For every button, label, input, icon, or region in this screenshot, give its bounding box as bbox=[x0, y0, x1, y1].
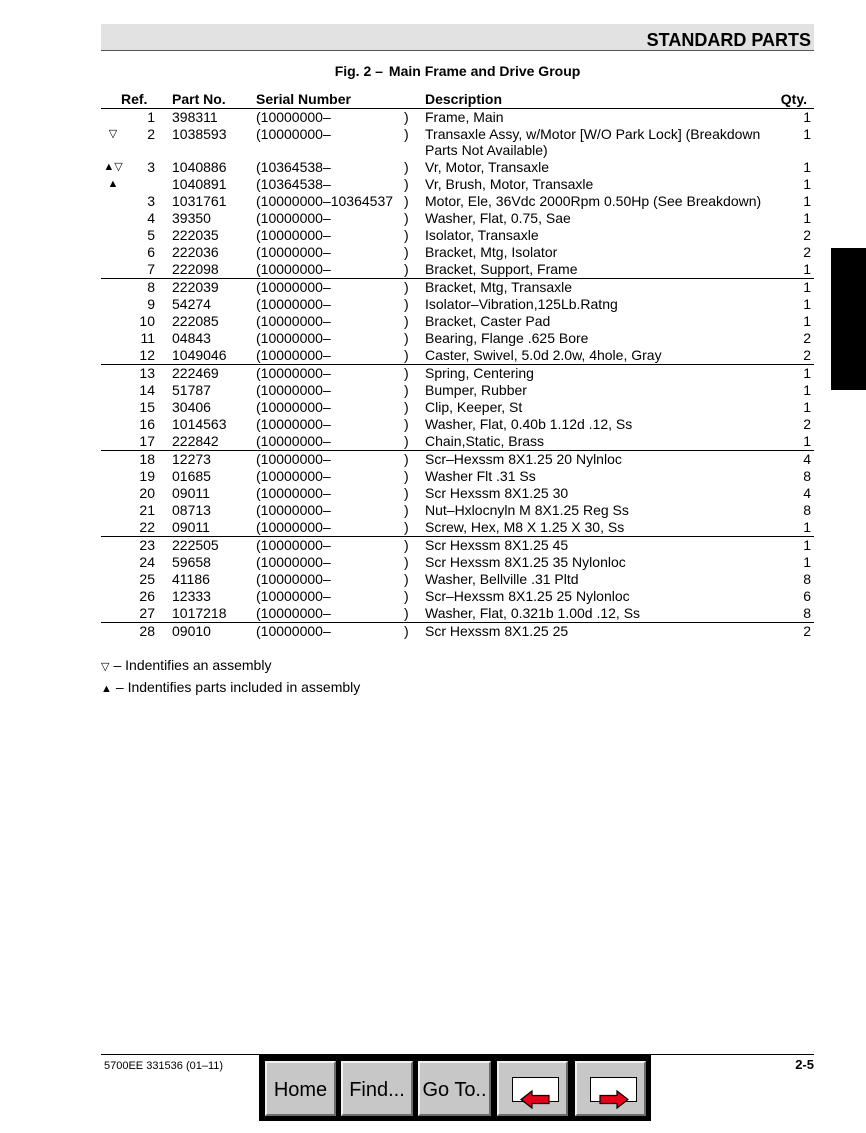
ref-number: 12 bbox=[139, 347, 155, 363]
description: Bracket, Caster Pad bbox=[425, 313, 551, 329]
ref-number: 27 bbox=[139, 605, 155, 621]
assembly-symbol: ▲ bbox=[107, 178, 119, 190]
prev-arrow-frame bbox=[512, 1077, 559, 1102]
part-number: 398311 bbox=[172, 109, 218, 125]
serial-number: (10000000– bbox=[256, 296, 331, 312]
part-number: 1017218 bbox=[172, 605, 227, 621]
description: Screw, Hex, M8 X 1.25 X 30, Ss bbox=[425, 519, 625, 535]
part-number: 12333 bbox=[172, 588, 211, 604]
serial-number: (10364538– bbox=[256, 176, 331, 192]
table-row bbox=[101, 623, 814, 640]
ref-number: 9 bbox=[147, 296, 155, 312]
quantity: 1 bbox=[803, 382, 811, 398]
table-row bbox=[101, 261, 814, 279]
part-number: 1040891 bbox=[172, 176, 227, 192]
serial-close: ) bbox=[404, 451, 409, 467]
ref-number: 2 bbox=[147, 126, 155, 142]
description: Washer, Bellville .31 Pltd bbox=[425, 571, 579, 587]
table-row bbox=[101, 347, 814, 365]
serial-number: (10000000– bbox=[256, 227, 331, 243]
quantity: 8 bbox=[803, 502, 811, 518]
serial-number: (10000000– bbox=[256, 519, 331, 535]
home-button[interactable]: Home bbox=[265, 1061, 336, 1116]
quantity: 2 bbox=[803, 623, 811, 639]
ref-number: 14 bbox=[139, 382, 155, 398]
serial-number: (10000000– bbox=[256, 485, 331, 501]
table-row bbox=[101, 554, 814, 571]
page-title: STANDARD PARTS bbox=[646, 30, 811, 50]
legend-text: – Indentifies an assembly bbox=[113, 657, 272, 673]
ref-number: 6 bbox=[147, 244, 155, 260]
quantity: 1 bbox=[803, 433, 811, 449]
quantity: 1 bbox=[803, 554, 811, 570]
navigation-bar bbox=[259, 1055, 651, 1121]
table-row bbox=[101, 537, 814, 554]
table-row bbox=[101, 485, 814, 502]
serial-close: ) bbox=[404, 554, 409, 570]
ref-number: 4 bbox=[147, 210, 155, 226]
quantity: 1 bbox=[803, 176, 811, 192]
serial-close: ) bbox=[404, 468, 409, 484]
serial-close: ) bbox=[404, 210, 409, 226]
quantity: 1 bbox=[803, 109, 811, 125]
table-row bbox=[101, 433, 814, 451]
quantity: 1 bbox=[803, 399, 811, 415]
quantity: 2 bbox=[803, 330, 811, 346]
part-number: 222842 bbox=[172, 433, 219, 449]
part-number: 222469 bbox=[172, 365, 219, 381]
part-number: 1049046 bbox=[172, 347, 227, 363]
legend-item bbox=[101, 657, 271, 673]
serial-close: ) bbox=[404, 485, 409, 501]
serial-number: (10000000– bbox=[256, 330, 331, 346]
description: Clip, Keeper, St bbox=[425, 399, 523, 415]
quantity: 1 bbox=[803, 210, 811, 226]
part-number: 39350 bbox=[172, 210, 211, 226]
description: Washer, Flat, 0.75, Sae bbox=[425, 210, 571, 226]
serial-number: (10000000– bbox=[256, 433, 331, 449]
quantity: 4 bbox=[803, 485, 811, 501]
description: Spring, Centering bbox=[425, 365, 534, 381]
ref-number: 11 bbox=[140, 330, 155, 346]
table-row bbox=[101, 399, 814, 416]
part-number: 222085 bbox=[172, 313, 219, 329]
quantity: 1 bbox=[803, 126, 811, 142]
assembly-triangle-icon: ▽ bbox=[101, 661, 110, 673]
serial-number: (10000000– bbox=[256, 554, 331, 570]
table-body bbox=[101, 109, 814, 640]
quantity: 1 bbox=[803, 537, 811, 553]
quantity: 2 bbox=[803, 227, 811, 243]
left-arrow-icon bbox=[513, 1088, 558, 1111]
ref-number: 17 bbox=[139, 433, 155, 449]
part-number: 09010 bbox=[172, 623, 211, 639]
quantity: 1 bbox=[803, 296, 811, 312]
part-number: 12273 bbox=[172, 451, 211, 467]
ref-number: 7 bbox=[147, 261, 155, 277]
ref-number: 19 bbox=[139, 468, 155, 484]
find-button[interactable]: Find... bbox=[341, 1061, 413, 1116]
quantity: 6 bbox=[803, 588, 811, 604]
ref-number: 25 bbox=[139, 571, 155, 587]
serial-number: (10000000– bbox=[256, 623, 331, 639]
ref-number: 22 bbox=[139, 519, 155, 535]
included-triangle-icon: ▲ bbox=[101, 683, 112, 695]
quantity: 8 bbox=[803, 605, 811, 621]
serial-number: (10000000– bbox=[256, 588, 331, 604]
table-row bbox=[101, 519, 814, 537]
next-arrow-frame bbox=[590, 1077, 637, 1102]
serial-close: ) bbox=[404, 126, 409, 142]
serial-close: ) bbox=[404, 537, 409, 553]
document-code: 5700EE 331536 (01–11) bbox=[104, 1060, 224, 1072]
part-number: 01685 bbox=[172, 468, 211, 484]
quantity: 1 bbox=[803, 313, 811, 329]
part-number: 04843 bbox=[172, 330, 211, 346]
table-row bbox=[101, 468, 814, 485]
serial-number: (10000000– bbox=[256, 261, 331, 277]
quantity: 4 bbox=[803, 451, 811, 467]
serial-number: (10364538– bbox=[256, 159, 331, 175]
serial-close: ) bbox=[404, 330, 409, 346]
description: Scr Hexssm 8X1.25 30 bbox=[425, 485, 569, 501]
description: Scr–Hexssm 8X1.25 25 Nylonloc bbox=[425, 588, 630, 604]
ref-number: 8 bbox=[147, 279, 155, 295]
part-number: 08713 bbox=[172, 502, 211, 518]
parts-table bbox=[101, 91, 814, 640]
part-number: 222035 bbox=[172, 227, 219, 243]
serial-number: (10000000– bbox=[256, 382, 331, 398]
serial-close: ) bbox=[404, 261, 409, 277]
serial-close: ) bbox=[404, 433, 409, 449]
header-serial: Serial Number bbox=[256, 91, 351, 107]
table-row bbox=[101, 279, 814, 296]
serial-close: ) bbox=[404, 109, 409, 125]
description: Scr Hexssm 8X1.25 45 bbox=[425, 537, 569, 553]
part-number: 222039 bbox=[172, 279, 219, 295]
table-row bbox=[101, 451, 814, 468]
legend-text: – Indentifies parts included in assembly bbox=[115, 679, 361, 695]
description: Isolator–Vibration,125Lb.Ratng bbox=[425, 296, 618, 312]
table-row bbox=[101, 365, 814, 382]
serial-number: (10000000– bbox=[256, 244, 331, 260]
serial-close: ) bbox=[404, 571, 409, 587]
legend-item bbox=[101, 679, 360, 695]
header-qty: Qty. bbox=[780, 91, 807, 107]
ref-number: 21 bbox=[139, 502, 155, 518]
right-arrow-icon bbox=[591, 1088, 636, 1111]
part-number: 1014563 bbox=[172, 416, 227, 432]
page-number: 2-5 bbox=[795, 1057, 814, 1072]
serial-close: ) bbox=[404, 519, 409, 535]
table-row bbox=[101, 159, 814, 176]
serial-close: ) bbox=[404, 227, 409, 243]
part-number: 09011 bbox=[172, 485, 210, 501]
serial-close: ) bbox=[404, 416, 409, 432]
header-part-no: Part No. bbox=[172, 91, 226, 107]
ref-number: 5 bbox=[147, 227, 155, 243]
table-row bbox=[101, 296, 814, 313]
serial-close: ) bbox=[404, 159, 409, 175]
table-row bbox=[101, 126, 814, 159]
serial-close: ) bbox=[404, 502, 409, 518]
ref-number: 1 bbox=[147, 109, 155, 125]
serial-number: (10000000– bbox=[256, 313, 331, 329]
assembly-symbol: ▽ bbox=[108, 128, 118, 140]
description: Washer Flt .31 Ss bbox=[425, 468, 536, 484]
assembly-symbol: ▲▽ bbox=[103, 161, 123, 173]
table-row bbox=[101, 502, 814, 519]
previous-page-button[interactable] bbox=[497, 1061, 568, 1116]
serial-close: ) bbox=[404, 382, 409, 398]
description: Nut–Hxlocnyln M 8X1.25 Reg Ss bbox=[425, 502, 629, 518]
description: Bearing, Flange .625 Bore bbox=[425, 330, 589, 346]
serial-close: ) bbox=[404, 279, 409, 295]
ref-number: 20 bbox=[139, 485, 155, 501]
quantity: 8 bbox=[803, 571, 811, 587]
description: Washer, Flat, 0.321b 1.00d .12, Ss bbox=[425, 605, 641, 621]
part-number: 30406 bbox=[172, 399, 211, 415]
table-header bbox=[101, 91, 814, 109]
ref-number: 26 bbox=[139, 588, 155, 604]
part-number: 222505 bbox=[172, 537, 219, 553]
serial-number: (10000000– bbox=[256, 605, 331, 621]
description: Chain,Static, Brass bbox=[425, 433, 545, 449]
part-number: 59658 bbox=[172, 554, 211, 570]
part-number: 51787 bbox=[172, 382, 211, 398]
table-row bbox=[101, 382, 814, 399]
quantity: 2 bbox=[803, 244, 811, 260]
part-number: 1040886 bbox=[172, 159, 227, 175]
serial-number: (10000000–10364537 bbox=[256, 193, 394, 209]
description: Caster, Swivel, 5.0d 2.0w, 4hole, Gray bbox=[425, 347, 662, 363]
quantity: 2 bbox=[803, 347, 811, 363]
serial-number: (10000000– bbox=[256, 451, 331, 467]
part-number: 1031761 bbox=[172, 193, 227, 209]
ref-number: 10 bbox=[139, 313, 155, 329]
serial-close: ) bbox=[404, 588, 409, 604]
serial-number: (10000000– bbox=[256, 468, 331, 484]
ref-number: 18 bbox=[139, 451, 155, 467]
description: Transaxle Assy, w/Motor [W/O Park Lock] (Breakdown Parts Not Available) bbox=[425, 126, 761, 158]
quantity: 1 bbox=[803, 193, 811, 209]
table-row bbox=[101, 210, 814, 227]
table-row bbox=[101, 416, 814, 433]
description: Bracket, Mtg, Isolator bbox=[425, 244, 558, 260]
serial-close: ) bbox=[404, 347, 409, 363]
serial-number: (10000000– bbox=[256, 416, 331, 432]
description: Motor, Ele, 36Vdc 2000Rpm 0.50Hp (See Breakdown) bbox=[425, 193, 762, 209]
ref-number: 15 bbox=[139, 399, 155, 415]
description: Bumper, Rubber bbox=[425, 382, 527, 398]
header-band bbox=[101, 24, 814, 51]
serial-number: (10000000– bbox=[256, 210, 331, 226]
ref-number: 24 bbox=[139, 554, 155, 570]
serial-close: ) bbox=[404, 296, 409, 312]
next-page-button[interactable] bbox=[575, 1061, 646, 1116]
header-description: Description bbox=[425, 91, 503, 107]
table-row bbox=[101, 244, 814, 261]
serial-number: (10000000– bbox=[256, 502, 331, 518]
serial-close: ) bbox=[404, 623, 409, 639]
quantity: 1 bbox=[803, 159, 811, 175]
table-row bbox=[101, 571, 814, 588]
serial-number: (10000000– bbox=[256, 279, 331, 295]
quantity: 1 bbox=[803, 279, 811, 295]
description: Bracket, Support, Frame bbox=[425, 261, 578, 277]
serial-close: ) bbox=[404, 244, 409, 260]
serial-close: ) bbox=[404, 365, 409, 381]
table-row bbox=[101, 313, 814, 330]
figure-name: Main Frame and Drive Group bbox=[388, 63, 581, 79]
ref-number: 13 bbox=[139, 365, 155, 381]
part-number: 54274 bbox=[172, 296, 211, 312]
ref-number: 3 bbox=[147, 159, 155, 175]
serial-number: (10000000– bbox=[256, 399, 331, 415]
ref-number: 23 bbox=[139, 537, 155, 553]
description: Isolator, Transaxle bbox=[425, 227, 539, 243]
figure-number: Fig. 2 – bbox=[334, 63, 383, 79]
description: Frame, Main bbox=[425, 109, 504, 125]
ref-number: 28 bbox=[139, 623, 155, 639]
part-number: 09011 bbox=[172, 519, 210, 535]
table-row bbox=[101, 588, 814, 605]
table-row bbox=[101, 109, 814, 126]
goto-button[interactable]: Go To.. bbox=[418, 1061, 491, 1116]
table-row bbox=[101, 605, 814, 623]
quantity: 2 bbox=[803, 416, 811, 432]
quantity: 1 bbox=[803, 519, 811, 535]
description: Scr Hexssm 8X1.25 25 bbox=[425, 623, 569, 639]
serial-number: (10000000– bbox=[256, 109, 331, 125]
header-ref: Ref. bbox=[121, 91, 148, 107]
serial-number: (10000000– bbox=[256, 365, 331, 381]
table-row bbox=[101, 227, 814, 244]
side-tab bbox=[831, 248, 866, 390]
serial-number: (10000000– bbox=[256, 347, 331, 363]
serial-number: (10000000– bbox=[256, 571, 331, 587]
ref-number: 3 bbox=[147, 193, 155, 209]
serial-close: ) bbox=[404, 605, 409, 621]
description: Bracket, Mtg, Transaxle bbox=[425, 279, 573, 295]
description: Scr–Hexssm 8X1.25 20 Nylnloc bbox=[425, 451, 622, 467]
part-number: 222036 bbox=[172, 244, 219, 260]
description: Vr, Brush, Motor, Transaxle bbox=[425, 176, 594, 192]
part-number: 41186 bbox=[172, 571, 210, 587]
description: Vr, Motor, Transaxle bbox=[425, 159, 549, 175]
serial-close: ) bbox=[404, 399, 409, 415]
serial-close: ) bbox=[404, 313, 409, 329]
description: Washer, Flat, 0.40b 1.12d .12, Ss bbox=[425, 416, 633, 432]
serial-close: ) bbox=[404, 193, 409, 209]
quantity: 1 bbox=[803, 365, 811, 381]
table-row bbox=[101, 330, 814, 347]
quantity: 1 bbox=[803, 261, 811, 277]
ref-number: 16 bbox=[139, 416, 155, 432]
table-row bbox=[101, 176, 814, 193]
table-row bbox=[101, 193, 814, 210]
description: Scr Hexssm 8X1.25 35 Nylonloc bbox=[425, 554, 626, 570]
figure-title bbox=[101, 63, 814, 79]
part-number: 1038593 bbox=[172, 126, 227, 142]
serial-number: (10000000– bbox=[256, 126, 331, 142]
serial-close: ) bbox=[404, 176, 409, 192]
quantity: 8 bbox=[803, 468, 811, 484]
part-number: 222098 bbox=[172, 261, 219, 277]
serial-number: (10000000– bbox=[256, 537, 331, 553]
